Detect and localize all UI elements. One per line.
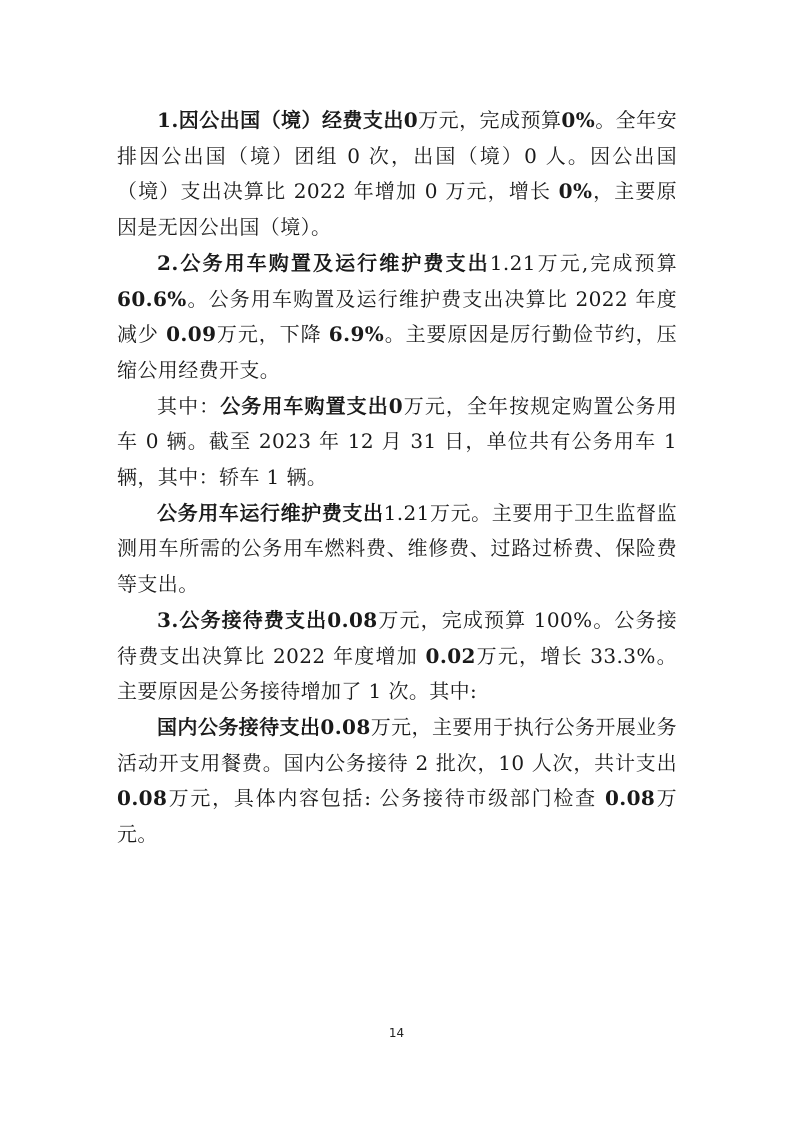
bold-text-run: 公务用车购置支出 (220, 393, 389, 418)
text-run: ，主要原因是无因公出国（境）。 (117, 179, 677, 240)
bold-text-run: 0.09 (166, 322, 217, 347)
text-run: 万元，完成预算 (418, 108, 562, 132)
paragraph-vehicle-purchase (117, 389, 677, 496)
bold-text-run: 公务用车运行维护费支出 (157, 500, 384, 525)
text-run: 。全年安排因公出国（境）团组 0 次，出国（境）0 人。因公出国（境）支出决算比 2022 年增加 0 万元，增长 (117, 108, 677, 204)
text-run: 万元，下降 (216, 322, 329, 347)
text-run: 万元，主要用于执行公务开展业务活动开支用餐费。国内公务接待 2 批次，10 人次，共计支出 (117, 714, 678, 775)
text-run: 。公务用车购置及运行维护费支出决算比 2022 年度减少 (117, 286, 677, 347)
bold-text-run: 0.08 (604, 786, 656, 811)
page-number: 14 (388, 1026, 405, 1040)
body-text (117, 103, 677, 853)
text-run: 其中： (157, 393, 221, 418)
text-run: 万元，全年按规定购置公务用车 0 辆。截至 2023 年 12 月 31 日，单位共有公务用车 1 辆，其中：轿车 1 辆。 (117, 393, 678, 490)
text-run: 1.21 (489, 250, 536, 275)
bold-text-run: 6.9% (328, 322, 385, 347)
text-run: 。主要原因是厉行勤俭节约，压缩公用经费开支。 (117, 322, 677, 382)
bold-text-run: 0.02 (425, 643, 476, 668)
bold-text-run: 60.6% (117, 286, 187, 311)
bold-text-run: 0.08 (117, 786, 168, 811)
bold-text-run: 0.08 (320, 714, 371, 739)
bold-text-run: 国内公务接待支出 (157, 714, 321, 739)
text-run: 万元。主要用于卫生监督监测用车所需的公务用车燃料费、维修费、过路过桥费、保险费等支出。 (117, 500, 677, 597)
text-run: 万元，完成预算 100%。公务接待费支出决算比 2022 年度增加 (117, 607, 677, 668)
bold-text-run: 0% (558, 179, 593, 204)
paragraph-vehicle-operation (117, 496, 677, 603)
text-run: 万元，具体内容包括: 公务接待市级部门检查 (167, 786, 605, 811)
bold-text-run: 1.因公出国（境）经费支出 (157, 108, 404, 132)
paragraph-overseas-expenses (117, 103, 677, 246)
text-run: 1.21 (383, 500, 430, 525)
bold-text-run: 0 (388, 393, 404, 418)
bold-text-run: 0% (561, 108, 596, 132)
paragraph-vehicle-expenses (117, 246, 677, 389)
text-run: 万元，增长 33.3%。主要原因是公务接待增加了 1 次。其中: (117, 643, 677, 704)
bold-text-run: 2.公务用车购置及运行维护费支出 (157, 250, 490, 275)
text-run: 万元,完成预算 (535, 250, 677, 275)
bold-text-run: 0.08 (327, 607, 378, 632)
text-run: 万元。 (117, 786, 677, 847)
paragraph-domestic-reception (117, 710, 677, 853)
bold-text-run: 3.公务接待费支出 (157, 607, 328, 632)
paragraph-reception-expenses (117, 603, 677, 710)
bold-text-run: 0 (403, 108, 419, 132)
